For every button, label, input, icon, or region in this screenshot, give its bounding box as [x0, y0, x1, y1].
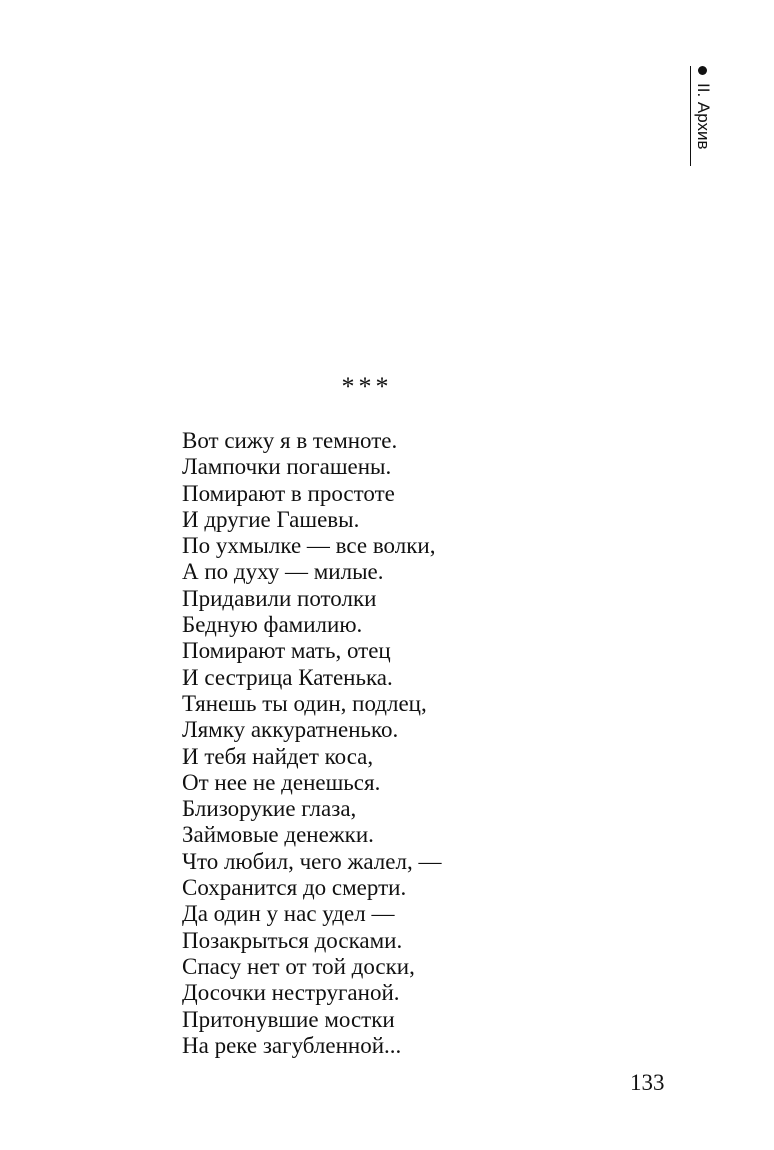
poem-line: Досочки неструганой. [182, 980, 400, 1006]
page-number: 133 [630, 1070, 665, 1095]
poem-line: Вот сижу я в темноте. [182, 428, 398, 453]
poem-line: Что любил, чего жалел, — [182, 848, 442, 874]
poem-line: Тянешь ты один, подлец, [182, 690, 427, 716]
poem-line: А по духу — милые. [182, 559, 384, 585]
poem-line: Притонувшие мостки [182, 1006, 395, 1032]
poem-line: Помирают мать, отец [182, 638, 391, 664]
section-marker: *** [341, 372, 393, 401]
poem-line: И другие Гашевы. [182, 506, 360, 532]
poem-line: Лямку аккуратненько. [182, 717, 399, 743]
poem-line: По ухмылке — все волки, [182, 533, 436, 559]
poem-line: На реке загубленной... [182, 1032, 402, 1058]
bullet-icon [699, 66, 708, 75]
running-header [688, 66, 718, 176]
poem-line: И сестрица Катенька. [182, 664, 393, 690]
poem-line: Сохранится до смерти. [182, 875, 407, 901]
poem-line: Спасу нет от той доски, [182, 953, 415, 979]
running-header-text: II. Архив [694, 83, 713, 150]
poem-line: От нее не денешься. [182, 769, 381, 795]
poem-line: Придавили потолки [182, 585, 377, 611]
poem-line: Близорукие глаза, [182, 796, 357, 822]
poem-line: И тебя найдет коса, [182, 743, 374, 769]
poem-line: Лампочки погашены. [182, 454, 392, 480]
poem-line: Позакрыться досками. [182, 927, 403, 953]
poem-line: Бедную фамилию. [182, 612, 363, 638]
poem [182, 428, 441, 1059]
poem-line: Да один у нас удел — [182, 901, 395, 927]
poem-line: Помирают в простоте [182, 480, 395, 506]
poem-line: Займовые денежки. [182, 822, 374, 848]
header-rule [690, 66, 691, 166]
